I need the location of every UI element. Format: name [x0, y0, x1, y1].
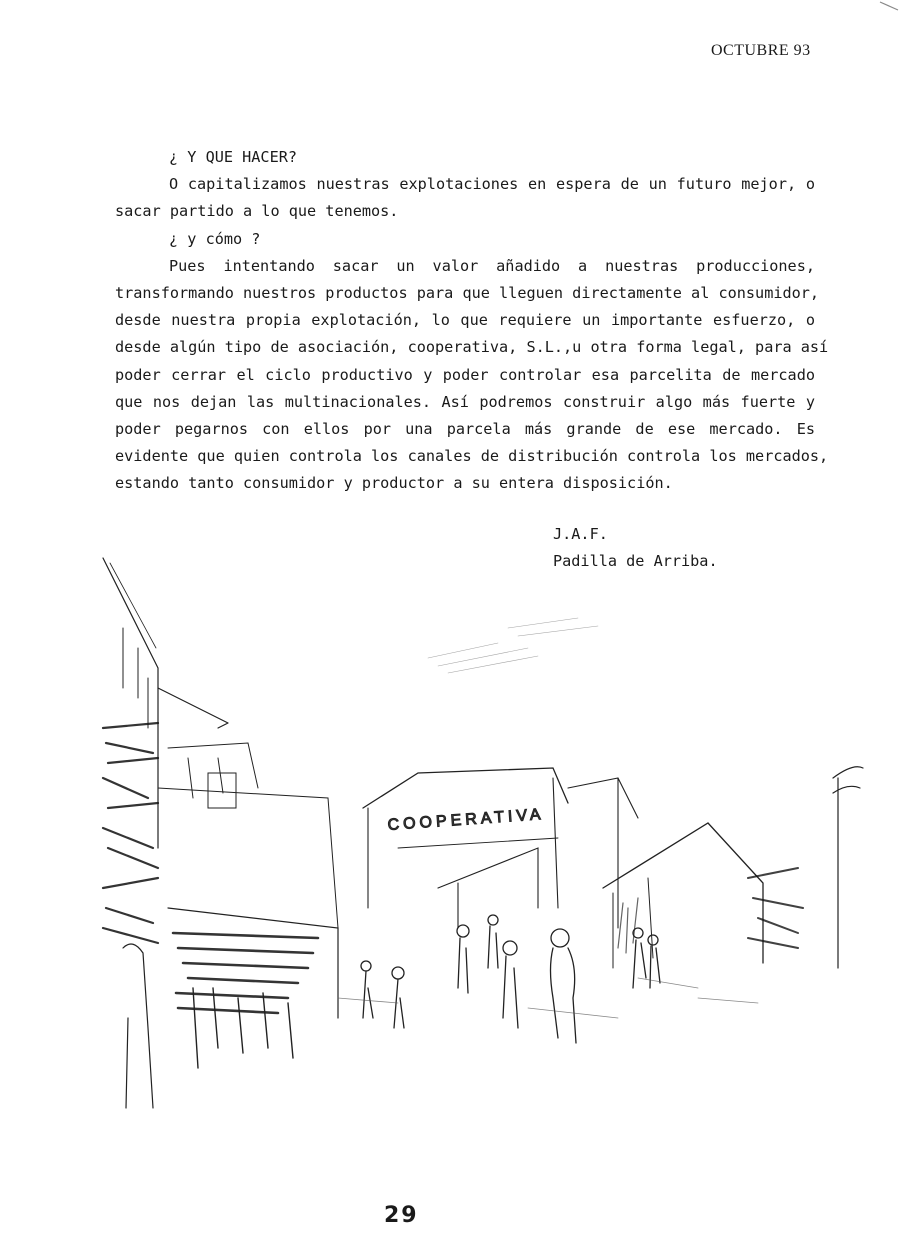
signature-place: Padilla de Arriba.: [553, 552, 718, 570]
article-body: [115, 144, 829, 497]
article-line: O capitalizamos nuestras explotaciones en espera de un futuro mejor, o: [169, 175, 815, 194]
page-corner-mark: [860, 0, 900, 30]
article-line: que nos dejan las multinacionales. Así podremos construir algo más fuerte y: [115, 392, 815, 411]
article-line: poder cerrar el ciclo productivo y poder controlar esa parcelita de mercado: [115, 365, 815, 384]
article-line: desde nuestra propia explotación, lo que requiere un importante esfuerzo, o: [115, 311, 815, 330]
article-line: evidente que quien controla los canales de distribución controla los mercados,: [115, 447, 829, 466]
cooperativa-sign: COOPERATIVA: [387, 806, 546, 834]
article-line: estando tanto consumidor y productor a su entera disposición.: [115, 474, 673, 493]
article-line: transformando nuestros productos para que lleguen directamente al consumidor,: [115, 283, 820, 302]
street-sketch-illustration: [98, 548, 878, 1148]
article-line: poder pegarnos con ellos por una parcela más grande de ese mercado. Es: [115, 419, 815, 438]
article-line: desde algún tipo de asociación, cooperativa, S.L.,u otra forma legal, para así: [115, 338, 829, 357]
page-number: 29: [384, 1203, 419, 1228]
signature-initials: J.A.F.: [553, 525, 608, 543]
article-heading: ¿ Y QUE HACER?: [169, 148, 298, 166]
article-line: sacar partido a lo que tenemos.: [115, 202, 399, 221]
issue-date: OCTUBRE 93: [711, 42, 811, 59]
article-line: Pues intentando sacar un valor añadido a nuestras producciones,: [169, 256, 815, 275]
article-subheading: ¿ y cómo ?: [169, 229, 261, 248]
